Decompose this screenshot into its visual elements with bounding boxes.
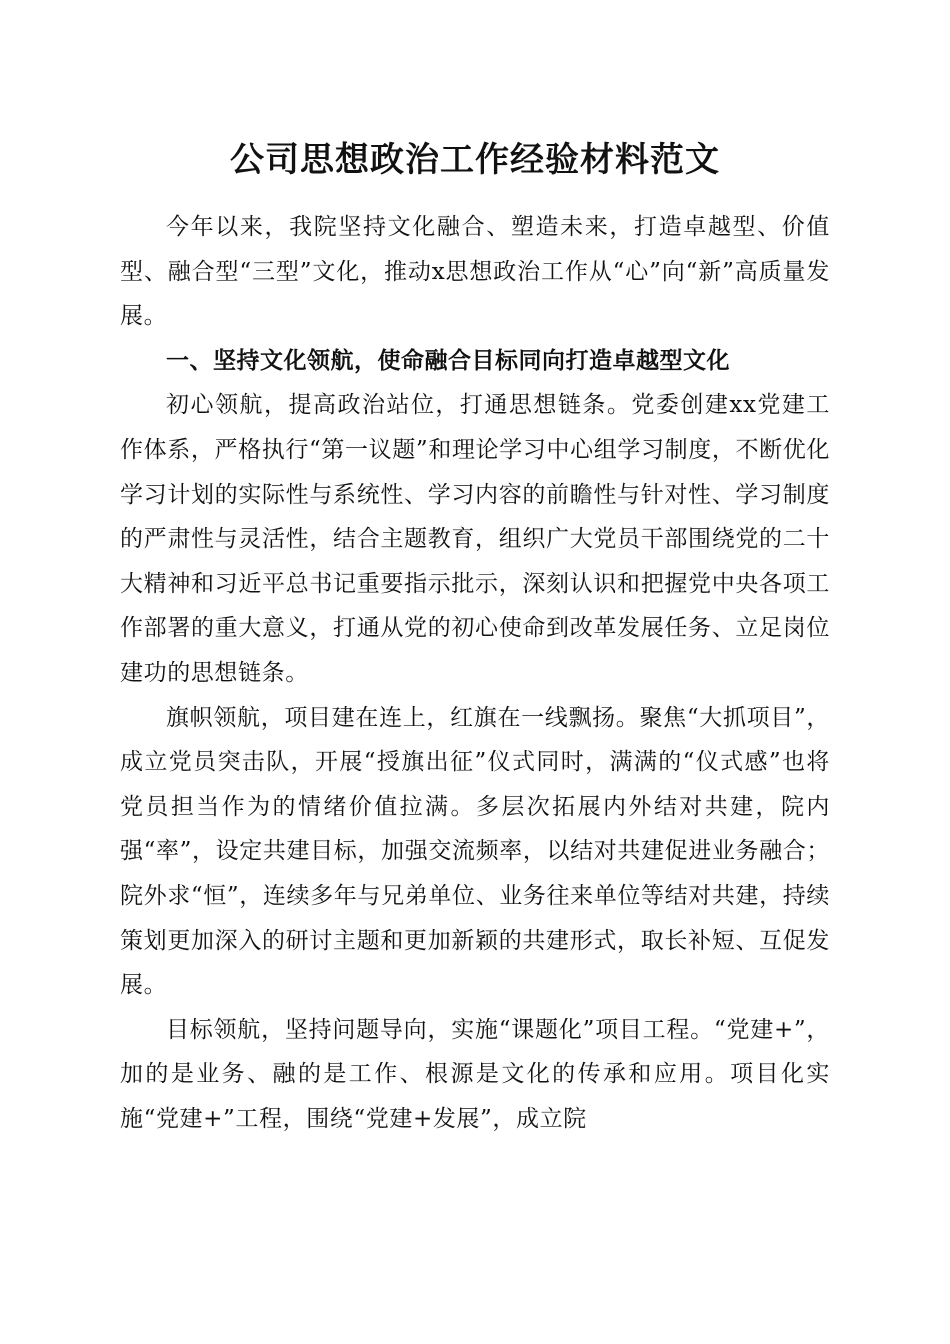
body-paragraph: 目标领航，坚持问题导向，实施“课题化”项目工程。“党建+”，加的是业务、融的是工作、根源是文化的传承和应用。项目化实施“党建+”工程，围绕“党建+发展”，成立院 — [120, 1016, 830, 1132]
intro-paragraph: 今年以来，我院坚持文化融合、塑造未来，打造卓越型、价值型、融合型“三型”文化，推动x思想政治工作从“心”向“新”高质量发展。 — [120, 214, 830, 330]
body-paragraph: 旗帜领航，项目建在连上，红旗在一线飘扬。聚焦“大抓项目”，成立党员突击队，开展“授旗出征”仪式同时，满满的“仪式感”也将党员担当作为的情绪价值拉满。多层次拓展内外结对共建，院内强“率”，设定共建目标，加强交流频率，以结对共建促进业务融合；院外求“恒”，连续多年与兄弟单位、业务往来单位等结对共建，持续策划更加深入的研讨主题和更加新颖的共建形式，取长补短、互促发展。 — [120, 704, 830, 999]
section-heading: 一、坚持文化领航，使命融合目标同向打造卓越型文化 — [166, 347, 730, 374]
body-paragraph: 初心领航，提高政治站位，打通思想链条。党委创建xx党建工作体系，严格执行“第一议题”和理论学习中心组学习制度，不断优化学习计划的实际性与系统性、学习内容的前瞻性与针对性、学习制度的严肃性与灵活性，结合主题教育，组织广大党员干部围绕党的二十大精神和习近平总书记重要指示批示，深刻认识和把握党中央各项工作部署的重大意义，打通从党的初心使命到改革发展任务、立足岗位建功的思想链条。 — [120, 392, 830, 686]
document-title: 公司思想政治工作经验材料范文 — [230, 140, 720, 180]
document-body — [120, 205, 830, 1141]
